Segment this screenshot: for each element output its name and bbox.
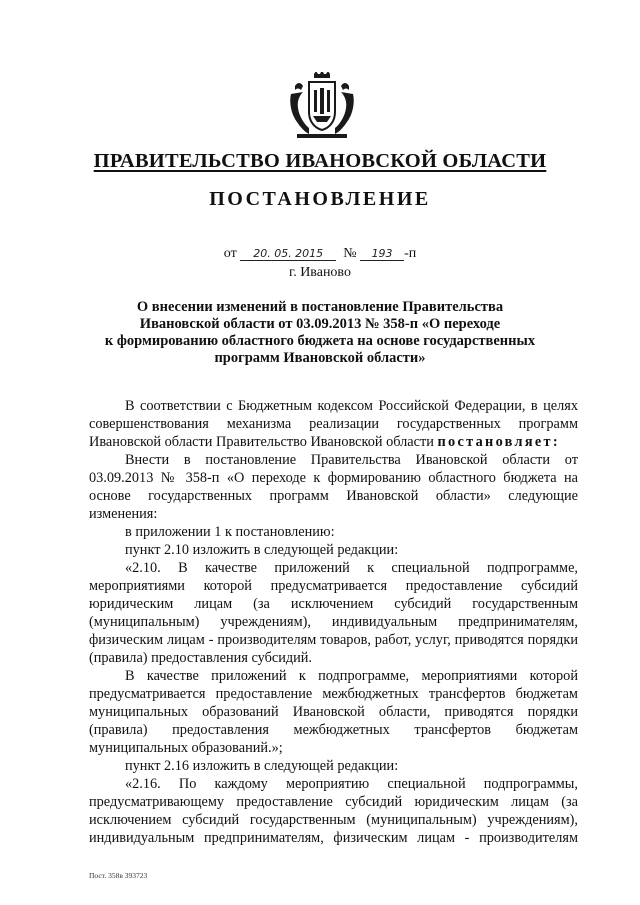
- resolves-word: постановляет: [437, 434, 553, 450]
- colon: :: [552, 434, 560, 450]
- paragraph: В качестве приложений к подпрограмме, мероприятиями которой предусматривается предоставление межбюджетных трансфертов бюджетам муниципальных образований Ивановской области, приводятся порядки (правила) предоставления межбюджетных трансфертов бюджетам муниципальных образований.»;: [89, 668, 578, 756]
- date-handwritten: 20. 05. 2015: [240, 247, 336, 261]
- subject-line: Ивановской области от 03.09.2013 № 358-п «О переходе: [139, 316, 501, 332]
- document-subject: [95, 299, 545, 367]
- subject-line: к формированию областного бюджета на основе государственных: [104, 333, 536, 349]
- city: г. Иваново: [289, 265, 351, 280]
- paragraph: «2.16. По каждому мероприятию специальной подпрограммы, предусматривающему предоставление субсидий юридическим лицам (за исключением субсидий государственным (муниципальным) учреждениям), индивидуальным предпринимателям, физическим лицам - производителям: [89, 776, 578, 846]
- paragraph: пункт 2.10 изложить в следующей редакции:: [125, 542, 399, 558]
- document-body: [89, 397, 578, 847]
- footer-code: Пост. 358в 393723: [89, 871, 148, 880]
- date-number-line: [0, 246, 640, 262]
- paragraph: Внести в постановление Правительства Ивановской области от 03.09.2013 № 358-п «О переходе к формированию областного бюджета на основе государственных программ Ивановской области» следующие изменения:: [89, 452, 578, 522]
- subject-line: программ Ивановской области»: [214, 350, 426, 366]
- coat-of-arms-emblem: [287, 72, 357, 140]
- document-type: ПОСТАНОВЛЕНИЕ: [209, 188, 431, 210]
- paragraph: пункт 2.16 изложить в следующей редакции:: [125, 758, 399, 774]
- government-title: ПРАВИТЕЛЬСТВО ИВАНОВСКОЙ ОБЛАСТИ: [93, 150, 547, 172]
- number-suffix: -п: [404, 246, 417, 261]
- paragraph: в приложении 1 к постановлению:: [125, 524, 335, 540]
- number-prefix: №: [343, 246, 357, 261]
- date-prefix: от: [223, 246, 237, 261]
- paragraph: «2.10. В качестве приложений к специальной подпрограмме, мероприятиями которой предусматривается предоставление субсидий юридическим лицам (за исключением субсидий государственным (муниципальным) учреждениям), индивидуальным предпринимателям, физическим лицам - производителям товаров, работ, услуг, приводятся порядки (правила) предоставления субсидий.: [89, 560, 578, 666]
- paragraph-text: В соответствии с Бюджетным кодексом Российской Федерации, в целях совершенствования механизма реализации государственных программ Ивановской области Правительство Ивановской области: [89, 398, 578, 450]
- paragraph: [89, 397, 578, 451]
- number-handwritten: 193: [360, 247, 404, 261]
- subject-line: О внесении изменений в постановление Правительства: [136, 299, 504, 315]
